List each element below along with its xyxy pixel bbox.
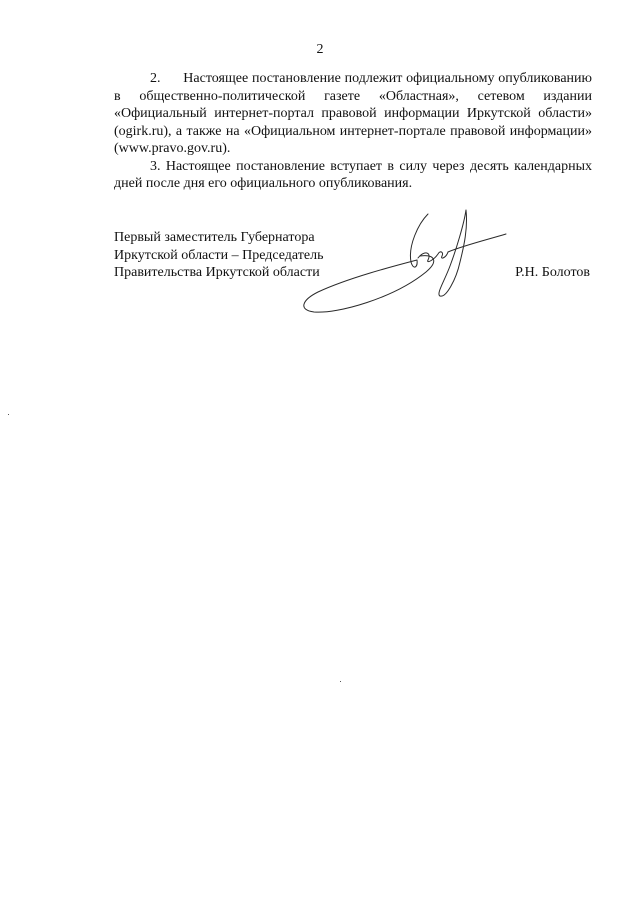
paragraph-2: 2. Настоящее постановление подлежит официальному опубликованию в общественно-политической газете «Областная», сетевом издании «Официальный интернет-портал правовой информации Иркутской области» (ogirk.ru), а также на «Официальном интернет-портале правовой информации» (www.pravo.gov.ru). bbox=[114, 71, 592, 156]
signature-block bbox=[114, 229, 592, 289]
scan-speck bbox=[8, 414, 9, 415]
signatory-title-line-1: Первый заместитель Губернатора bbox=[114, 230, 315, 245]
scan-speck bbox=[340, 681, 341, 682]
signatory-title-line-2: Иркутской области – Председатель bbox=[114, 247, 324, 263]
signatory-title-line-3: Правительства Иркутской области bbox=[114, 265, 320, 280]
paragraph-3: 3. Настоящее постановление вступает в силу через десять календарных дней после дня его официального опубликования. bbox=[114, 158, 592, 191]
page-number: 2 bbox=[316, 42, 324, 57]
signatory-name: Р.Н. Болотов bbox=[515, 265, 590, 280]
document-body bbox=[114, 70, 592, 193]
